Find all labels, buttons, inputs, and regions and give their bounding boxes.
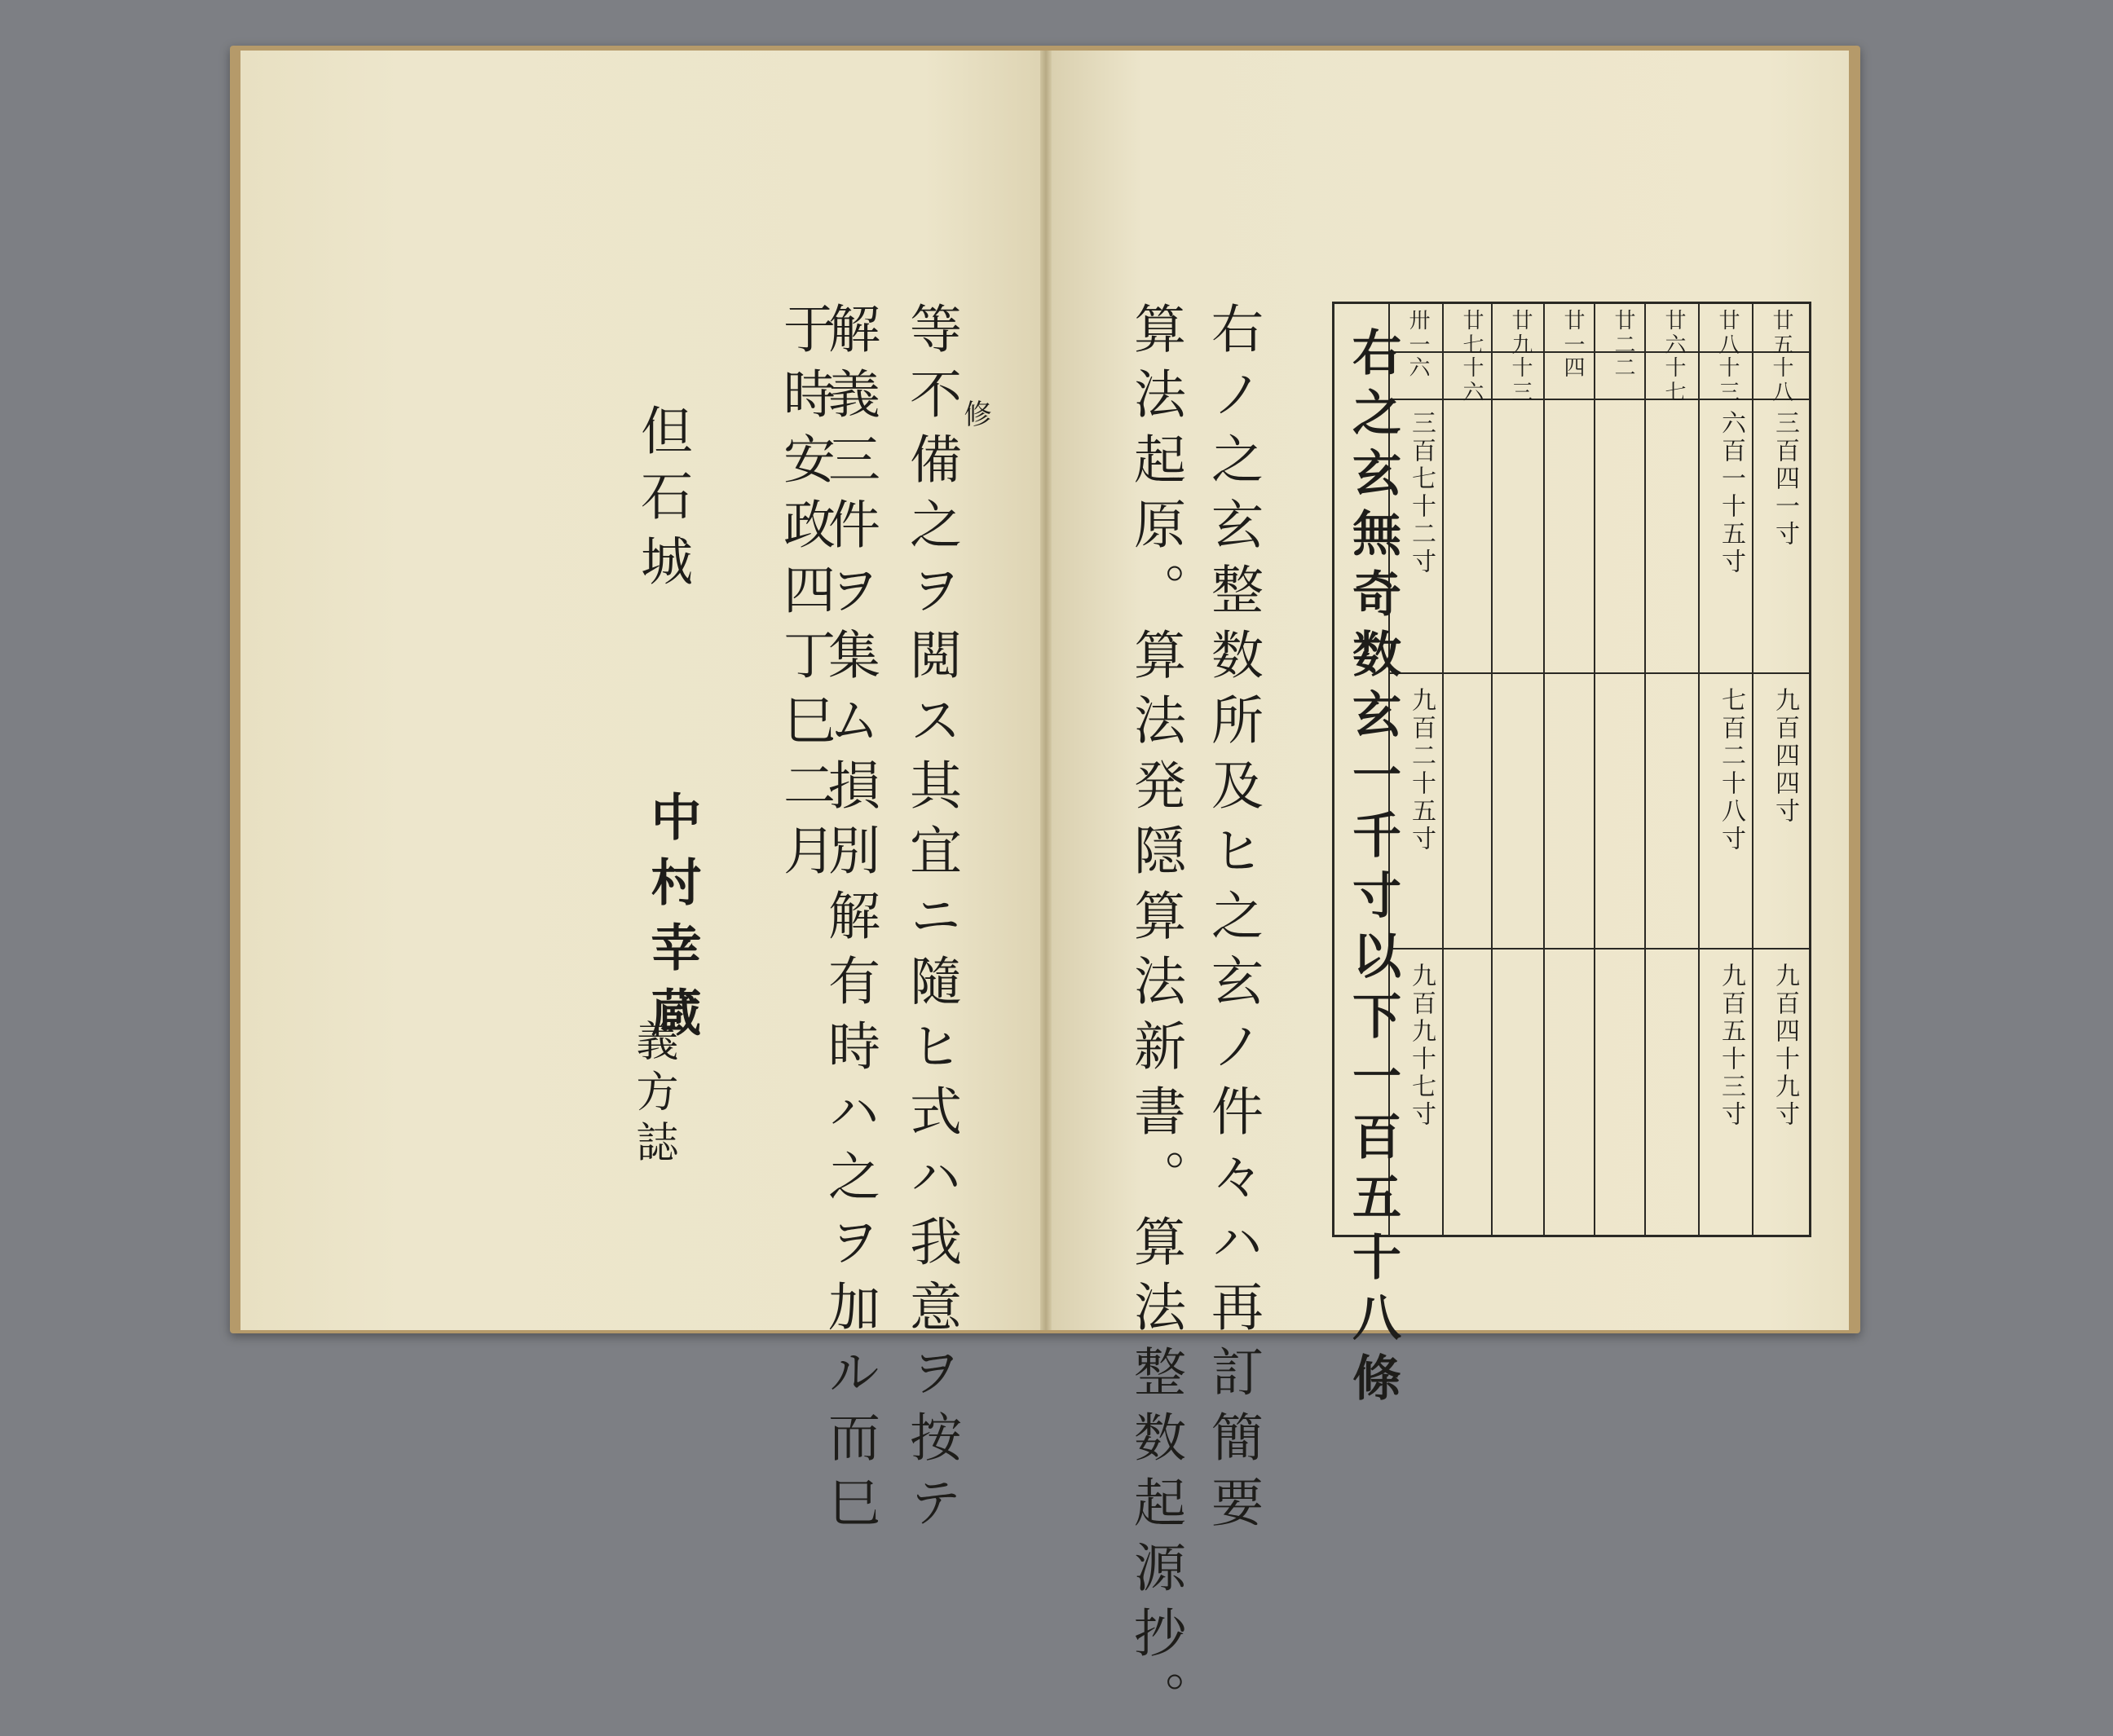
table-title: 右之玄無奇数玄一千寸以下一百五十八條 bbox=[1344, 327, 1401, 1412]
header-top-3: 廿六 bbox=[1661, 309, 1686, 358]
header-bottom-3: 十七 bbox=[1661, 356, 1686, 405]
header-top-4: 廿二 bbox=[1611, 309, 1635, 358]
author-signature-suffix: 義方誌 bbox=[629, 1019, 677, 1170]
header-bottom-1: 十八 bbox=[1769, 356, 1793, 405]
left-place-column: 但石城 bbox=[632, 403, 692, 599]
number-table bbox=[1332, 302, 1811, 1412]
table-cell: 九百二十五寸 bbox=[1407, 687, 1436, 853]
header-bottom-8: 六 bbox=[1405, 356, 1430, 381]
table-cell: 三百四一寸 bbox=[1771, 410, 1799, 549]
header-bottom-4: 二 bbox=[1611, 356, 1635, 381]
header-bottom-5: 四 bbox=[1560, 356, 1585, 381]
header-top-1: 廿五 bbox=[1769, 309, 1793, 358]
book-gutter bbox=[1040, 51, 1052, 1330]
header-top-7: 廿七 bbox=[1459, 309, 1484, 358]
right-column-2: 算法起原。算法発隠算法新書。算法整数起源抄。 bbox=[1125, 302, 1185, 1736]
header-top-6: 廿九 bbox=[1508, 309, 1533, 358]
left-date-column: 于時安政四丁巳二月 bbox=[774, 302, 835, 888]
left-column-1: 等不備之ヲ閲ス其宜ニ隨ヒ式ハ我意ヲ按テ bbox=[901, 302, 961, 1540]
table-cell: 九百四十九寸 bbox=[1771, 963, 1799, 1129]
header-top-8: 卅一 bbox=[1405, 309, 1430, 358]
author-signature: 中村幸蔵 bbox=[642, 791, 702, 1051]
header-bottom-6: 十三 bbox=[1508, 356, 1533, 405]
header-top-2: 廿八 bbox=[1715, 309, 1740, 358]
table-cell: 三百七十二寸 bbox=[1407, 410, 1436, 576]
table-cell: 九百四四寸 bbox=[1771, 687, 1799, 826]
left-annotation: 修 bbox=[959, 399, 991, 430]
right-column-1: 右ノ之玄整数所及ヒ之玄ノ件々ハ再訂簡要 bbox=[1202, 302, 1263, 1540]
table-cell: 九百九十七寸 bbox=[1407, 963, 1436, 1129]
left-column-2: 解義三件ヲ集ム損別解有時ハ之ヲ加ル而巳 bbox=[819, 302, 880, 1540]
header-bottom-2: 十三 bbox=[1715, 356, 1740, 405]
table-cell: 六百一十五寸 bbox=[1717, 410, 1745, 576]
header-bottom-7: 十六 bbox=[1459, 356, 1484, 405]
header-top-5: 廿一 bbox=[1560, 309, 1585, 358]
table-cell: 九百五十三寸 bbox=[1717, 963, 1745, 1129]
table-cell: 七百二十八寸 bbox=[1717, 687, 1745, 853]
